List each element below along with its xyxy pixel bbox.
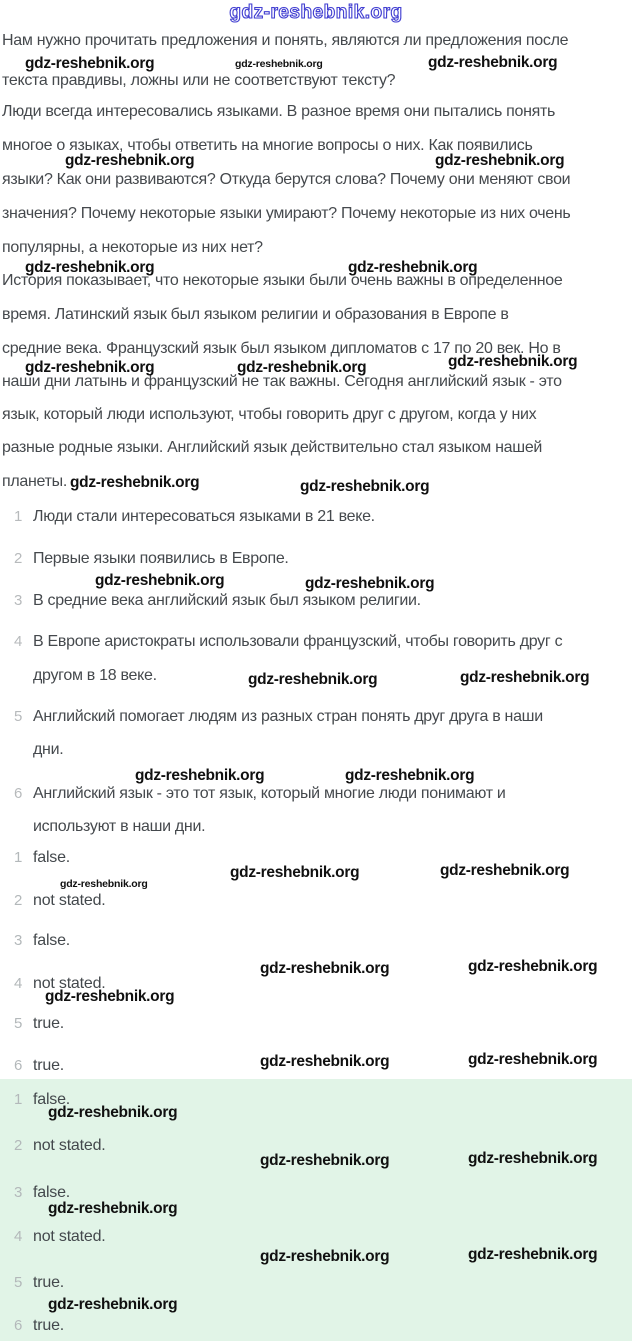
answer-value: true. xyxy=(33,1015,65,1032)
final-answer-value: true. xyxy=(33,1274,65,1291)
watermark-text: gdz-reshebnik.org xyxy=(60,878,148,890)
answer-number: 2 xyxy=(14,892,23,909)
final-answer-number: 5 xyxy=(14,1274,23,1291)
answer-number: 6 xyxy=(14,1057,23,1074)
watermark-text: gdz-reshebnik.org xyxy=(260,1053,390,1070)
watermark-text: gdz-reshebnik.org xyxy=(345,767,475,784)
watermark-text: gdz-reshebnik.org xyxy=(25,359,155,376)
final-answer-number: 2 xyxy=(14,1137,23,1154)
statement-number: 5 xyxy=(14,708,23,725)
watermark-text: gdz-reshebnik.org xyxy=(48,1104,178,1121)
final-answer-value: false. xyxy=(33,1091,71,1108)
task-text-line: популярны, а некоторые из них нет? xyxy=(2,239,263,256)
watermark-text: gdz-reshebnik.org xyxy=(468,958,598,975)
task-text-line: время. Латинский язык был языком религии и образования в Европе в xyxy=(2,306,509,323)
statement-number: 1 xyxy=(14,508,23,525)
final-answer-number: 4 xyxy=(14,1228,23,1245)
statement-text-line: В Европе аристократы использовали французский, чтобы говорить друг с xyxy=(33,633,563,650)
statement-text-line: Первые языки появились в Европе. xyxy=(33,550,289,567)
watermark-text: gdz-reshebnik.org xyxy=(468,1246,598,1263)
task-text-line: Нам нужно прочитать предложения и понять, являются ли предложения после xyxy=(2,32,569,49)
watermark-text: gdz-reshebnik.org xyxy=(135,767,265,784)
statement-number: 4 xyxy=(14,633,23,650)
statement-number: 2 xyxy=(14,550,23,567)
task-text-line: Люди всегда интересовались языками. В разное время они пытались понять xyxy=(2,103,556,120)
task-text-line: текста правдивы, ложны или не соответствуют тексту? xyxy=(2,72,396,89)
task-text-line: средние века. Французский язык был языком дипломатов с 17 по 20 век. Но в xyxy=(2,340,561,357)
watermark-text: gdz-reshebnik.org xyxy=(235,58,323,70)
watermark-text: gdz-reshebnik.org xyxy=(460,669,590,686)
watermark-text: gdz-reshebnik.org xyxy=(260,1152,390,1169)
task-text-line: многое о языках, чтобы ответить на многие вопросы о них. Как появились xyxy=(2,137,533,154)
answer-number: 4 xyxy=(14,975,23,992)
watermark-text: gdz-reshebnik.org xyxy=(248,671,378,688)
answer-value: false. xyxy=(33,932,71,949)
watermark-text: gdz-reshebnik.org xyxy=(428,54,558,71)
watermark-text: gdz-reshebnik.org xyxy=(448,353,578,370)
final-answer-number: 6 xyxy=(14,1317,23,1334)
answer-number: 5 xyxy=(14,1015,23,1032)
final-answer-value: false. xyxy=(33,1184,71,1201)
watermark-text: gdz-reshebnik.org xyxy=(348,259,478,276)
final-answer-number: 3 xyxy=(14,1184,23,1201)
statement-text-line: Люди стали интересоваться языками в 21 веке. xyxy=(33,508,375,525)
task-text-line: значения? Почему некоторые языки умирают? Почему некоторые из них очень xyxy=(2,205,571,222)
watermark-text: gdz-reshebnik.org xyxy=(260,1248,390,1265)
watermark-text: gdz-reshebnik.org xyxy=(237,359,367,376)
watermark-text: gdz-reshebnik.org xyxy=(70,474,200,491)
watermark-text: gdz-reshebnik.org xyxy=(300,478,430,495)
statement-text-line: другом в 18 веке. xyxy=(33,667,157,684)
answer-value: not stated. xyxy=(33,975,106,992)
watermark-text: gdz-reshebnik.org xyxy=(48,1200,178,1217)
site-logo: gdz-reshebnik.org xyxy=(229,2,403,23)
statement-text-line: используют в наши дни. xyxy=(33,818,206,835)
watermark-text: gdz-reshebnik.org xyxy=(48,1296,178,1313)
task-text-line: наши дни латынь и французский не так важны. Сегодня английский язык - это xyxy=(2,373,562,390)
answer-number: 3 xyxy=(14,932,23,949)
watermark-text: gdz-reshebnik.org xyxy=(230,864,360,881)
task-text-line: История показывает, что некоторые языки были очень важны в определенное xyxy=(2,272,563,289)
watermark-text: gdz-reshebnik.org xyxy=(440,862,570,879)
watermark-text: gdz-reshebnik.org xyxy=(435,152,565,169)
answer-value: false. xyxy=(33,849,71,866)
task-text-line: планеты. xyxy=(2,473,67,490)
answer-value: not stated. xyxy=(33,892,106,909)
statement-text-line: В средние века английский язык был языком религии. xyxy=(33,592,421,609)
statement-text-line: Английский помогает людям из разных стран понять друг друга в наши xyxy=(33,708,543,725)
final-answer-value: not stated. xyxy=(33,1228,106,1245)
watermark-text: gdz-reshebnik.org xyxy=(25,259,155,276)
watermark-text: gdz-reshebnik.org xyxy=(305,575,435,592)
watermark-text: gdz-reshebnik.org xyxy=(45,988,175,1005)
answer-value: true. xyxy=(33,1057,65,1074)
watermark-text: gdz-reshebnik.org xyxy=(260,960,390,977)
statement-number: 6 xyxy=(14,785,23,802)
task-text-line: язык, который люди используют, чтобы говорить друг с другом, когда у них xyxy=(2,406,537,423)
watermark-text: gdz-reshebnik.org xyxy=(468,1051,598,1068)
task-text-line: языки? Как они развиваются? Откуда берутся слова? Почему они меняют свои xyxy=(2,171,571,188)
final-answer-number: 1 xyxy=(14,1091,23,1108)
watermark-text: gdz-reshebnik.org xyxy=(25,55,155,72)
final-answer-value: true. xyxy=(33,1317,65,1334)
statement-text-line: дни. xyxy=(33,741,64,758)
final-answer-value: not stated. xyxy=(33,1137,106,1154)
watermark-text: gdz-reshebnik.org xyxy=(65,152,195,169)
answer-number: 1 xyxy=(14,849,23,866)
statement-number: 3 xyxy=(14,592,23,609)
task-text-line: разные родные языки. Английский язык действительно стал языком нашей xyxy=(2,439,543,456)
watermark-text: gdz-reshebnik.org xyxy=(95,572,225,589)
watermark-text: gdz-reshebnik.org xyxy=(468,1150,598,1167)
statement-text-line: Английский язык - это тот язык, который многие люди понимают и xyxy=(33,785,506,802)
